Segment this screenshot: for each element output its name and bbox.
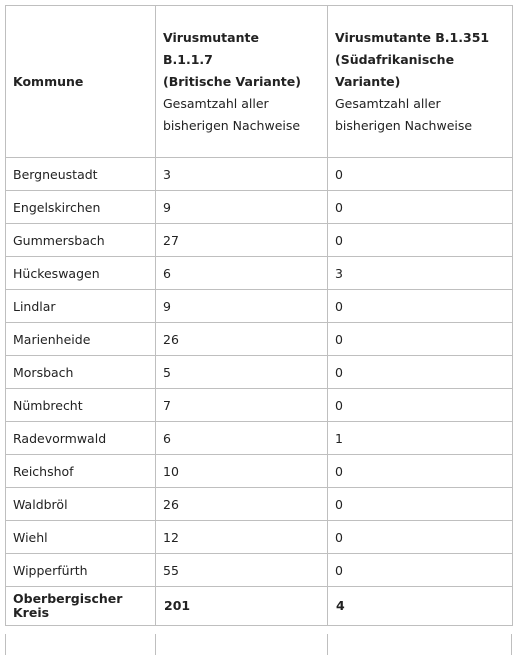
cell-b1351: 0 — [328, 191, 513, 224]
cell-kommune: Lindlar — [6, 290, 156, 323]
table-border-tail — [327, 634, 328, 655]
cell-kommune: Marienheide — [6, 323, 156, 356]
header-row — [6, 6, 513, 158]
cell-b117: 10 — [156, 455, 328, 488]
cell-b117: 9 — [156, 191, 328, 224]
cell-kommune: Waldbröl — [6, 488, 156, 521]
cell-kommune: Gummersbach — [6, 224, 156, 257]
cell-b117: 9 — [156, 290, 328, 323]
cell-b1351: 0 — [328, 554, 513, 587]
header-b117: Virusmutante B.1.1.7 (Britische Variante) Gesamtzahl aller bisherigen Nachweise — [156, 6, 328, 158]
cell-b117: 5 — [156, 356, 328, 389]
total-kommune: Oberbergischer Kreis — [6, 587, 156, 626]
cell-b1351: 3 — [328, 257, 513, 290]
total-row — [6, 587, 513, 626]
table-border-tail — [5, 634, 6, 655]
table-row — [6, 191, 513, 224]
header-kommune: Kommune — [6, 6, 156, 158]
cell-kommune: Engelskirchen — [6, 191, 156, 224]
cell-b1351: 0 — [328, 488, 513, 521]
variant-table — [5, 5, 513, 626]
cell-kommune: Reichshof — [6, 455, 156, 488]
cell-b1351: 0 — [328, 290, 513, 323]
table-row — [6, 521, 513, 554]
table-row — [6, 455, 513, 488]
cell-b117: 27 — [156, 224, 328, 257]
table-border-tail — [511, 634, 512, 655]
table-row — [6, 554, 513, 587]
header-b1351: Virusmutante B.1.351 (Südafrikanische Variante) Gesamtzahl aller bisherigen Nachweise — [328, 6, 513, 158]
cell-b117: 6 — [156, 257, 328, 290]
cell-b117: 26 — [156, 488, 328, 521]
cell-b117: 7 — [156, 389, 328, 422]
cell-b117: 26 — [156, 323, 328, 356]
table-row — [6, 257, 513, 290]
cell-b117: 12 — [156, 521, 328, 554]
table-row — [6, 422, 513, 455]
table-row — [6, 356, 513, 389]
table-row — [6, 323, 513, 356]
cell-b1351: 0 — [328, 356, 513, 389]
cell-b1351: 1 — [328, 422, 513, 455]
cell-kommune: Wipperfürth — [6, 554, 156, 587]
cell-kommune: Bergneustadt — [6, 158, 156, 191]
table-row — [6, 389, 513, 422]
cell-b1351: 0 — [328, 389, 513, 422]
table-row — [6, 224, 513, 257]
cell-b1351: 0 — [328, 158, 513, 191]
cell-b1351: 0 — [328, 455, 513, 488]
table-row — [6, 158, 513, 191]
cell-b117: 6 — [156, 422, 328, 455]
cell-b117: 3 — [156, 158, 328, 191]
table-row — [6, 488, 513, 521]
cell-kommune: Wiehl — [6, 521, 156, 554]
cell-kommune: Hückeswagen — [6, 257, 156, 290]
cell-b1351: 0 — [328, 521, 513, 554]
cell-kommune: Nümbrecht — [6, 389, 156, 422]
cell-b1351: 0 — [328, 323, 513, 356]
cell-b1351: 0 — [328, 224, 513, 257]
table-row — [6, 290, 513, 323]
cell-kommune: Morsbach — [6, 356, 156, 389]
table-border-tail — [155, 634, 156, 655]
cell-b117: 55 — [156, 554, 328, 587]
total-b117: 201 — [156, 587, 328, 626]
total-b1351: 4 — [328, 587, 513, 626]
cell-kommune: Radevormwald — [6, 422, 156, 455]
